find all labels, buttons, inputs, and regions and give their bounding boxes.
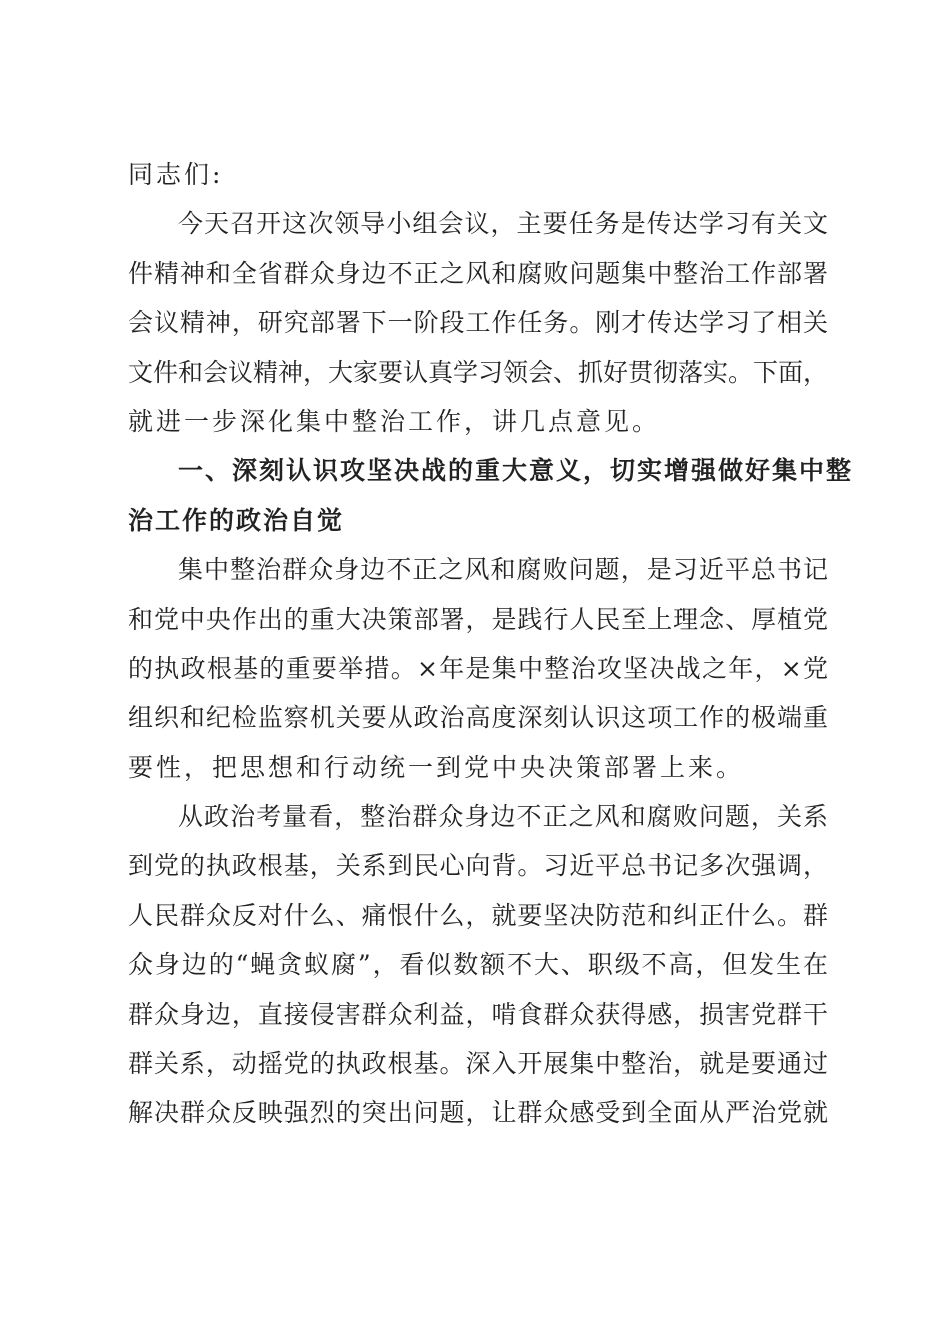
paragraph-line: 从政治考量看，整治群众身边不正之风和腐败问题，关系 bbox=[178, 802, 828, 832]
paragraph-line: 集中整治群众身边不正之风和腐败问题，是习近平总书记 bbox=[178, 555, 828, 585]
paragraph-line: 件精神和全省群众身边不正之风和腐败问题集中整治工作部署 bbox=[128, 258, 828, 288]
paragraph-line: 组织和纪检监察机关要从政治高度深刻认识这项工作的极端重 bbox=[128, 703, 828, 733]
paragraph-line: 的执政根基的重要举措。×年是集中整治攻坚决战之年，×党 bbox=[128, 653, 828, 683]
paragraph-line: 会议精神，研究部署下一阶段工作任务。刚才传达学习了相关 bbox=[128, 308, 828, 338]
paragraph-line: 要性，把思想和行动统一到党中央决策部署上来。 bbox=[128, 752, 745, 782]
section-heading-1 bbox=[128, 446, 854, 545]
salutation: 同志们: bbox=[128, 160, 224, 189]
paragraph-line: 文件和会议精神，大家要认真学习领会、抓好贯彻落实。下面， bbox=[128, 357, 829, 387]
paragraph-line: 今天召开这次领导小组会议，主要任务是传达学习有关文 bbox=[178, 209, 828, 239]
paragraph-line: 人民群众反对什么、痛恨什么，就要坚决防范和纠正什么。群 bbox=[128, 900, 828, 930]
paragraph-line: 就进一步深化集中整治工作，讲几点意见。 bbox=[128, 406, 661, 436]
paragraph-line: 群关系，动摇党的执政根基。深入开展集中整治，就是要通过 bbox=[128, 1049, 828, 1079]
document-body bbox=[128, 150, 854, 1138]
paragraph-1 bbox=[128, 199, 828, 446]
paragraph-line: 群众身边，直接侵害群众利益，啃食群众获得感，损害党群干 bbox=[128, 999, 828, 1029]
paragraph-line: 到党的执政根基，关系到民心向背。习近平总书记多次强调， bbox=[128, 851, 828, 881]
paragraph-line: 众身边的“蝇贪蚁腐”，看似数额不大、职级不高，但发生在 bbox=[128, 950, 828, 980]
paragraph-3 bbox=[128, 792, 828, 1138]
paragraph-line: 解决群众反映强烈的突出问题，让群众感受到全面从严治党就 bbox=[128, 1098, 828, 1128]
paragraph-line: 和党中央作出的重大决策部署，是践行人民至上理念、厚植党 bbox=[128, 604, 828, 634]
heading-line: 治工作的政治自觉 bbox=[128, 505, 345, 535]
heading-line: 一、深刻认识攻坚决战的重大意义，切实增强做好集中整 bbox=[178, 456, 854, 486]
paragraph-2 bbox=[128, 545, 828, 792]
